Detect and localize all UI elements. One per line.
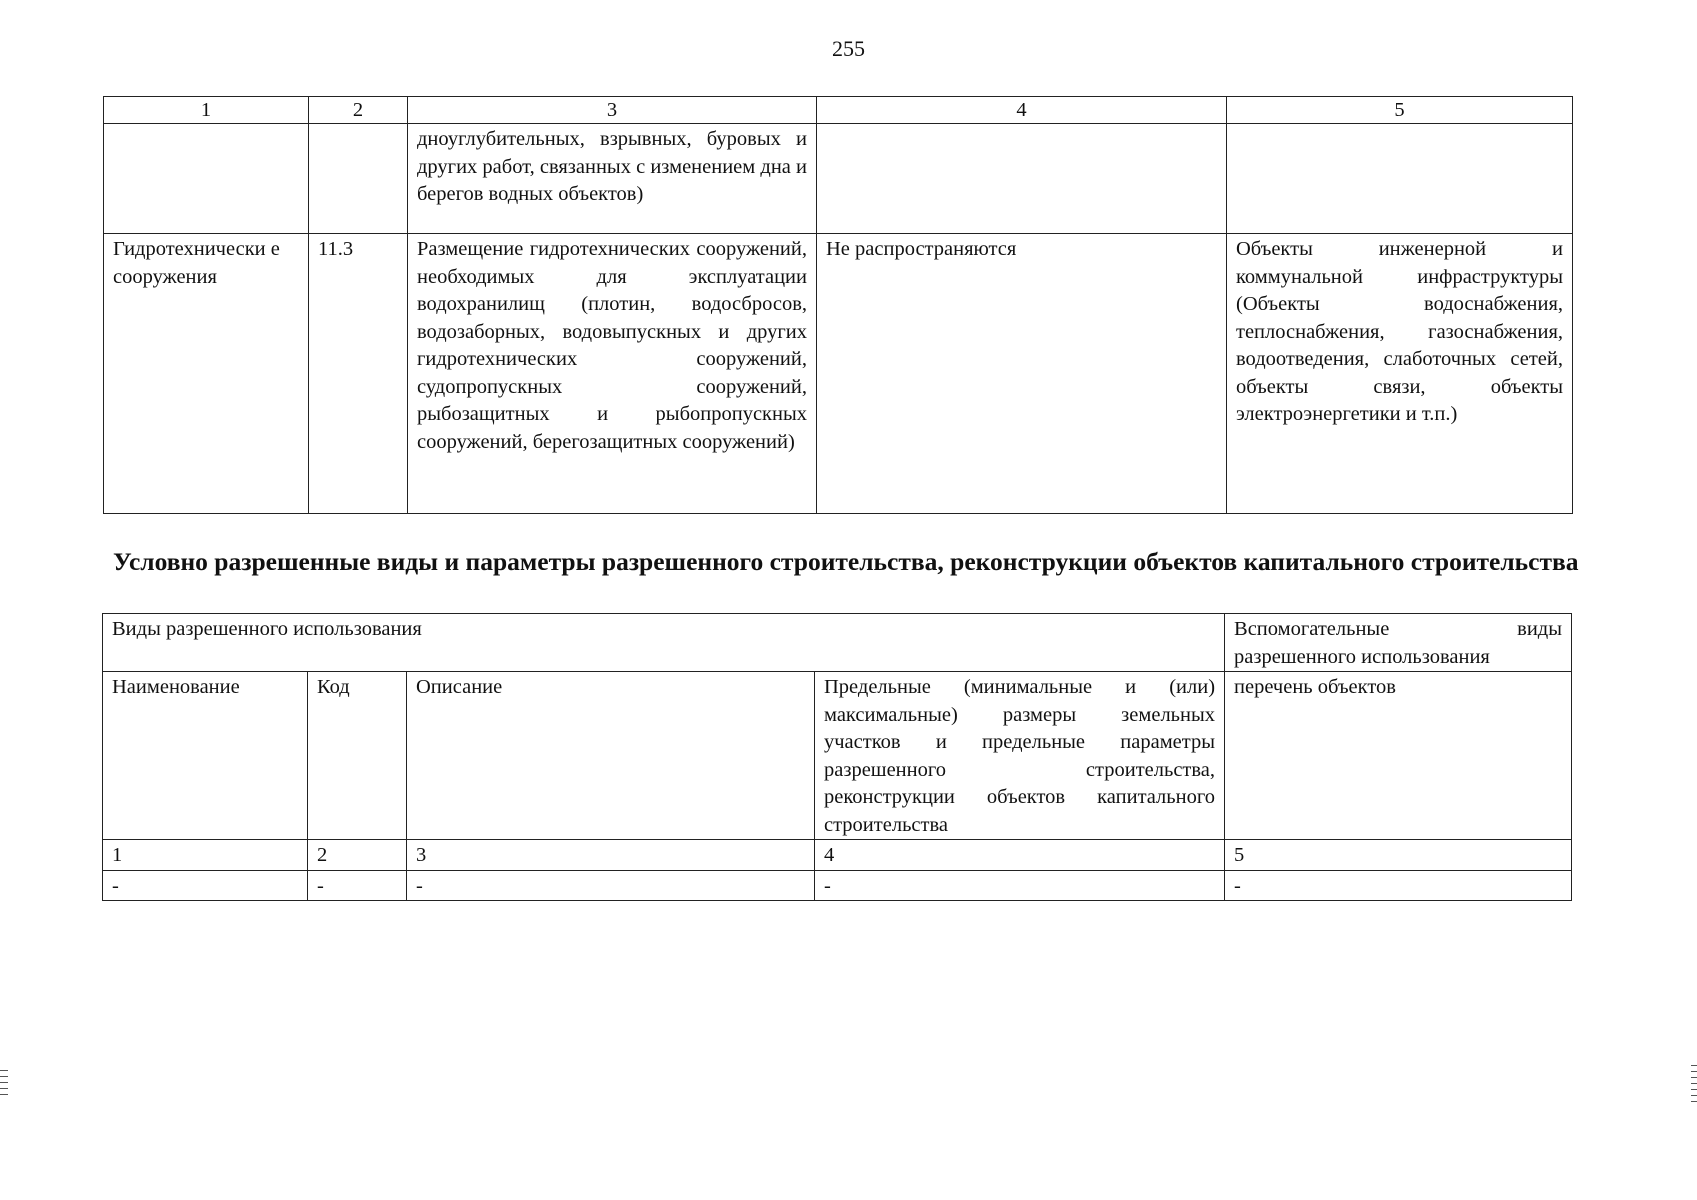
auxiliary-uses-group-header: Вспомогательные виды разрешенного использования	[1225, 614, 1572, 672]
empty-cell: -	[308, 870, 407, 901]
table-row	[103, 870, 1572, 901]
table-row	[104, 234, 1573, 514]
empty-cell: -	[103, 870, 308, 901]
column-number-4: 4	[815, 840, 1225, 871]
use-description-cell: Размещение гидротехнических сооружений, необходимых для эксплуатации водохранилищ (плотин, водосбросов, водозаборных, водовыпускных и других гидротехнических сооружений, судопропускных сооружений, рыбозащитных и рыбопропускных сооружений, берегозащитных сооружений)	[408, 234, 817, 514]
description-column-header: Описание	[407, 672, 815, 840]
limits-cell: Не распространяются	[817, 234, 1227, 514]
conditionally-permitted-uses-table	[102, 613, 1572, 901]
use-name-cell: Гидротехнически е сооружения	[104, 234, 309, 514]
column-number-5: 5	[1227, 97, 1573, 124]
empty-cell: -	[815, 870, 1225, 901]
page-number: 255	[832, 36, 865, 61]
empty-cell: -	[1225, 870, 1572, 901]
auxiliary-uses-cell	[1227, 124, 1573, 234]
column-number-4: 4	[817, 97, 1227, 124]
auxiliary-uses-cell: Объекты инженерной и коммунальной инфраструктуры (Объекты водоснабжения, теплоснабжения, газоснабжения, водоотведения, слаботочных сетей, объекты связи, объекты электроэнергетики и т.п.)	[1227, 234, 1573, 514]
use-name-cell	[104, 124, 309, 234]
column-number-3: 3	[407, 840, 815, 871]
column-number-1: 1	[103, 840, 308, 871]
column-number-1: 1	[104, 97, 309, 124]
column-number-row	[103, 840, 1572, 871]
name-column-header: Наименование	[103, 672, 308, 840]
scan-margin-mark	[0, 1070, 8, 1098]
column-number-5: 5	[1225, 840, 1572, 871]
limits-column-header: Предельные (минимальные и (или) максимальные) размеры земельных участков и предельные параметры разрешенного строительства, реконструкции объектов капитального строительства	[815, 672, 1225, 840]
objects-list-column-header: перечень объектов	[1225, 672, 1572, 840]
column-number-2: 2	[309, 97, 408, 124]
column-header-row	[103, 672, 1572, 840]
scan-margin-mark	[1691, 1065, 1697, 1103]
code-column-header: Код	[308, 672, 407, 840]
group-header-row	[103, 614, 1572, 672]
use-code-cell	[309, 124, 408, 234]
use-description-cell: дноуглубительных, взрывных, буровых и других работ, связанных с изменением дна и берегов водных объектов)	[408, 124, 817, 234]
permitted-uses-table-continued	[103, 96, 1573, 514]
use-code-cell: 11.3	[309, 234, 408, 514]
permitted-uses-group-header: Виды разрешенного использования	[103, 614, 1225, 672]
column-number-3: 3	[408, 97, 817, 124]
table-header-row	[104, 97, 1573, 124]
table-row	[104, 124, 1573, 234]
column-number-2: 2	[308, 840, 407, 871]
limits-cell	[817, 124, 1227, 234]
empty-cell: -	[407, 870, 815, 901]
section-heading: Условно разрешенные виды и параметры разрешенного строительства, реконструкции объектов капитального строительства	[113, 547, 1579, 576]
